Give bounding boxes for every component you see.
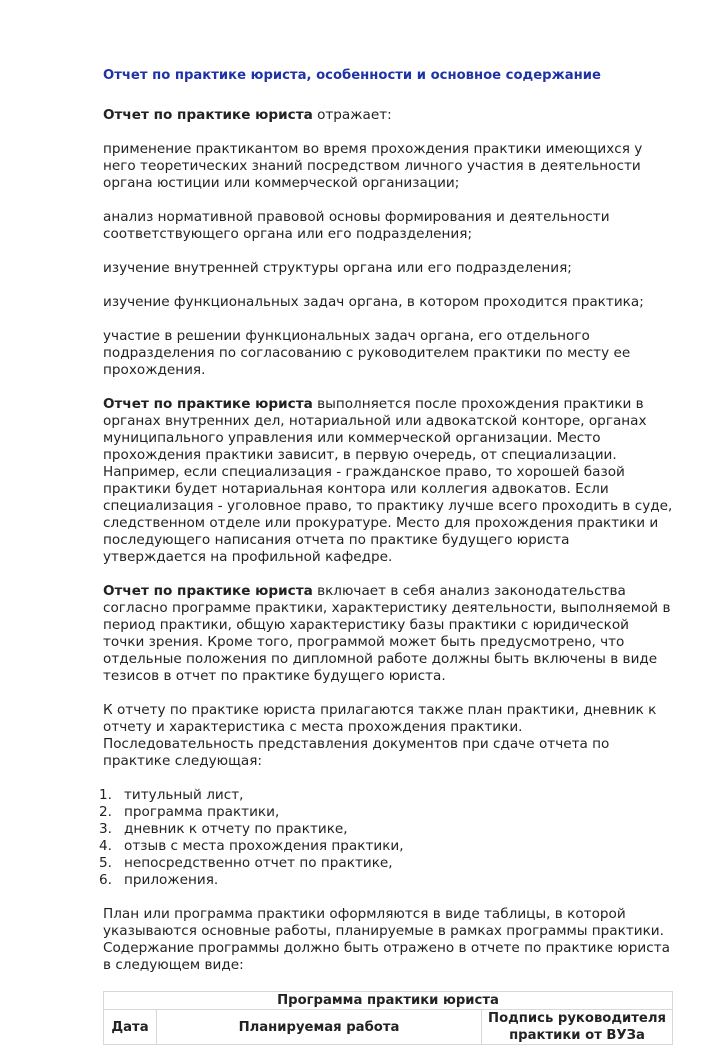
list-item (99, 855, 673, 872)
header-date: Дата (104, 1010, 157, 1045)
list-item-number: 6. (99, 872, 112, 888)
place-bold: Отчет по практике юриста (103, 396, 313, 412)
place-rest: выполняется после прохождения практики в органах внутренних дел, нотариальной или адвокатской конторе, органах муниципального управления или коммерческой организации. Место прохождения практики зависит, в первую очередь, от специализации. Например, если специализация - гражданское право, то хорошей базой практики будет нотариальная контора или коллегия адвокатов. Если специализация - уголовное право, то практику лучше всего проходить в суде, следственном отделе или прокуратуре. Место для прохождения практики и последующего написания отчета по практике будущего юриста утверждается на профильной кафедре. (103, 396, 673, 565)
header-signature-line1: Подпись руководителя (488, 1011, 666, 1026)
list-item-text: титульный лист, (124, 787, 244, 803)
list-item-text: дневник к отчету по практике, (124, 821, 348, 837)
place-paragraph (103, 396, 673, 566)
content-rest: включает в себя анализ законодательства согласно программе практики, характеристику деятельности, выполняемой в период практики, общую характеристику базы практики с юридической точки зрения. Кроме того, программой может быть предусмотрено, что отдельные положения по дипломной работе должны быть включены в виде тезисов в отчет по практике будущего юриста. (103, 583, 671, 684)
content-bold: Отчет по практике юриста (103, 583, 313, 599)
list-item (99, 821, 673, 838)
item-paragraph-1: применение практикантом во время прохождения практики имеющихся у него теоретических знаний посредством личного участия в деятельности органа юстиции или коммерческой организации; (103, 141, 643, 191)
attach-paragraph: К отчету по практике юриста прилагаются также план практики, дневник к отчету и характеристика с места прохождения практики. Последовательность представления документов при сдаче отчета по практике следующая: (103, 702, 657, 769)
list-item-text: непосредственно отчет по практике, (124, 855, 393, 871)
header-signature-line2: практики от ВУЗа (509, 1028, 645, 1043)
item-paragraph-2: анализ нормативной правовой основы формирования и деятельности соответствующего органа или его подразделения; (103, 209, 610, 242)
list-item-number: 1. (99, 787, 112, 803)
document-title: Отчет по практике юриста, особенности и основное содержание (103, 68, 601, 83)
plan-paragraph: План или программа практики оформляются в виде таблицы, в которой указываются основные работы, планируемые в рамках программы практики. Содержание программы должно быть отражено в отчете по практике юриста в следующем виде: (103, 906, 670, 973)
intro-rest: отражает: (312, 107, 392, 123)
list-item (99, 838, 673, 855)
practice-program-table (103, 991, 673, 1045)
list-item (99, 804, 673, 821)
table-caption: Программа практики юриста (104, 992, 673, 1010)
list-item-text: отзыв с места прохождения практики, (124, 838, 404, 854)
header-planned-work: Планируемая работа (157, 1010, 482, 1045)
intro-paragraph (103, 107, 673, 124)
list-item-text: программа практики, (124, 804, 280, 820)
list-item-number: 2. (99, 804, 112, 820)
intro-bold: Отчет по практике юриста (103, 107, 313, 123)
item-paragraph-5: участие в решении функциональных задач органа, его отдельного подразделения по согласованию с руководителем практики по месту ее прохождения. (103, 328, 631, 378)
list-item-text: приложения. (124, 872, 219, 888)
header-supervisor-signature (482, 1010, 673, 1045)
list-item (99, 787, 673, 804)
list-item-number: 5. (99, 855, 112, 871)
list-item (99, 872, 673, 889)
list-item-number: 3. (99, 821, 112, 837)
item-paragraph-4: изучение функциональных задач органа, в котором проходится практика; (103, 294, 644, 310)
documents-order-list (99, 787, 673, 889)
content-paragraph (103, 583, 673, 685)
list-item-number: 4. (99, 838, 112, 854)
item-paragraph-3: изучение внутренней структуры органа или его подразделения; (103, 260, 572, 276)
